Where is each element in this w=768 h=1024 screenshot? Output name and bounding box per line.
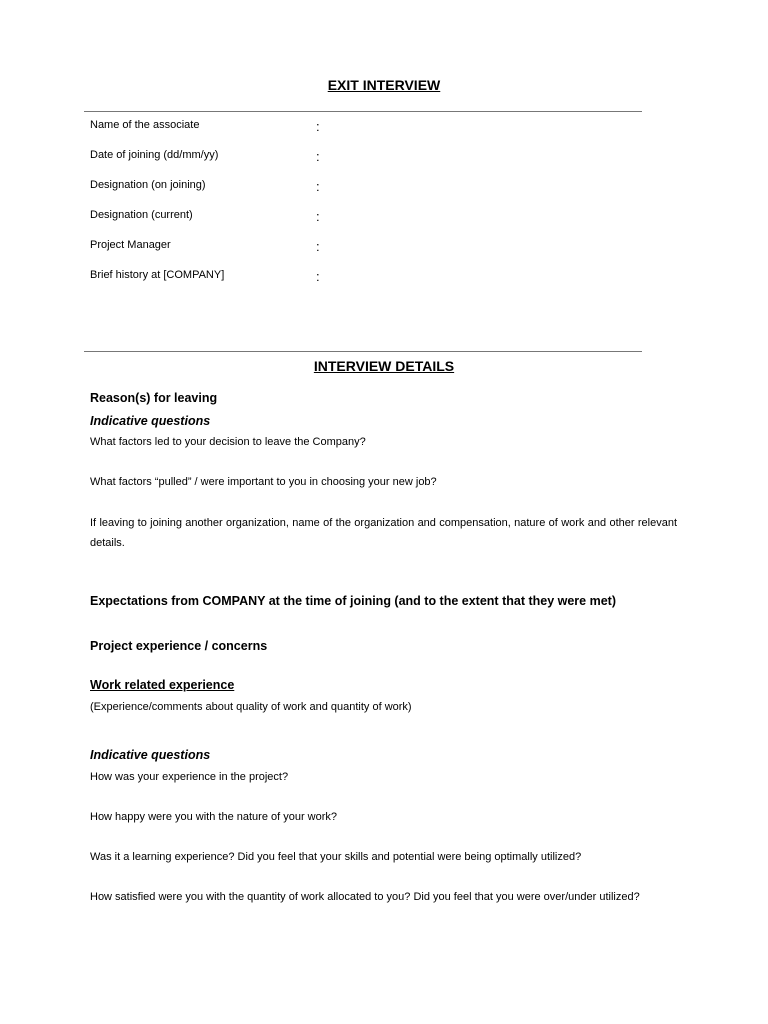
question-text: How satisfied were you with the quantity of work allocated to you? Did you feel that you were over/under utilized?: [90, 891, 640, 903]
page-title: EXIT INTERVIEW: [327, 77, 441, 93]
field-label-date-of-joining: Date of joining (dd/mm/yy): [90, 149, 219, 161]
field-label-associate-name: Name of the associate: [90, 119, 200, 131]
field-label-designation-on-joining: Designation (on joining): [90, 179, 206, 191]
field-colon: :: [316, 179, 320, 194]
field-colon: :: [316, 119, 320, 134]
question-text: Was it a learning experience? Did you feel that your skills and potential were being optimally utilized?: [90, 851, 582, 863]
field-label-brief-history: Brief history at [COMPANY]: [90, 269, 225, 281]
indicative-questions-heading: Indicative questions: [90, 414, 211, 428]
field-colon: :: [316, 209, 320, 224]
question-text: What factors “pulled” / were important to you in choosing your new job?: [90, 476, 437, 488]
question-text: How was your experience in the project?: [90, 771, 289, 783]
question-text: If leaving to joining another organization, name of the organization and compensation, nature of work and other relevant details.: [90, 517, 677, 549]
field-label-designation-current: Designation (current): [90, 209, 193, 221]
section-title: INTERVIEW DETAILS: [313, 358, 455, 374]
field-colon: :: [316, 239, 320, 254]
top-divider: [84, 111, 642, 112]
work-experience-note: (Experience/comments about quality of work and quantity of work): [90, 701, 412, 713]
expectations-heading: Expectations from COMPANY at the time of joining (and to the extent that they were met): [90, 594, 616, 608]
field-label-project-manager: Project Manager: [90, 239, 171, 251]
question-text: How happy were you with the nature of your work?: [90, 811, 338, 823]
indicative-questions-heading: Indicative questions: [90, 748, 211, 762]
question-text: What factors led to your decision to leave the Company?: [90, 436, 366, 448]
section-divider: [84, 351, 642, 352]
project-experience-heading: Project experience / concerns: [90, 639, 268, 653]
field-colon: :: [316, 269, 320, 284]
reasons-heading: Reason(s) for leaving: [90, 391, 218, 405]
field-colon: :: [316, 149, 320, 164]
work-experience-heading: Work related experience: [90, 678, 235, 692]
